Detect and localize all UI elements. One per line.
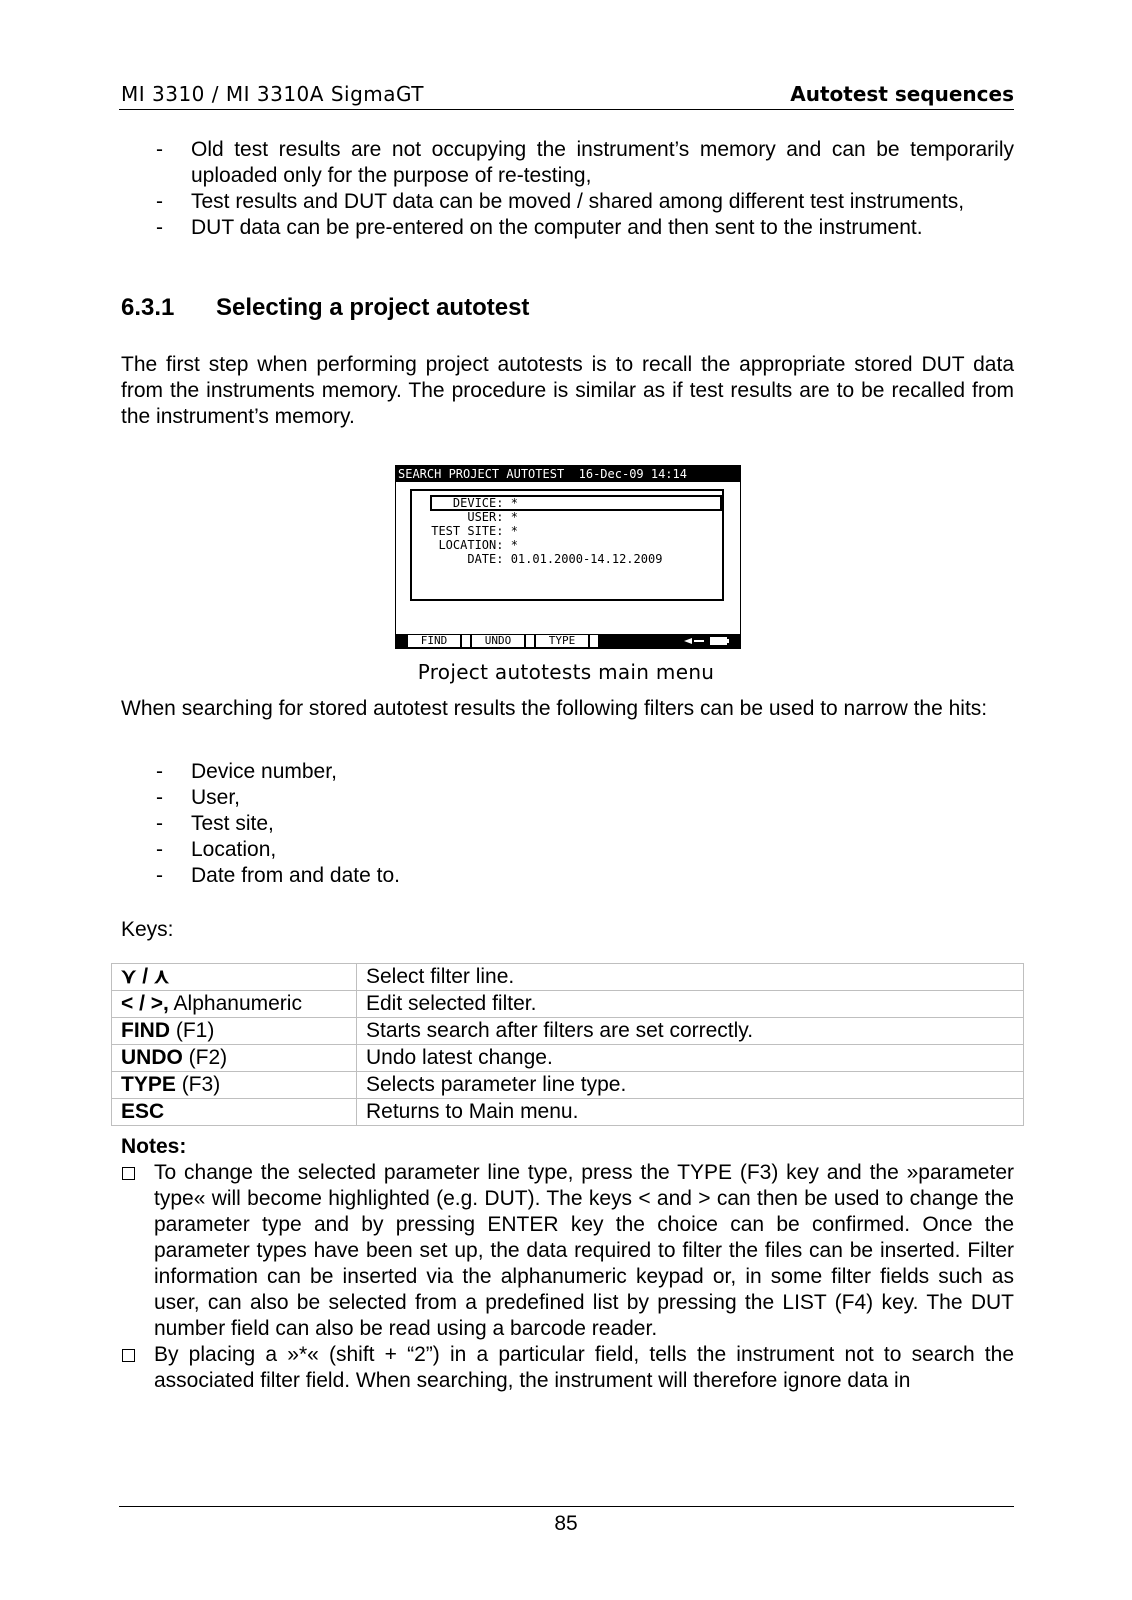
find-key: FIND <box>408 635 460 647</box>
table-row: FIND (F1) Starts search after filters are set correctly. <box>112 1018 1024 1045</box>
list-item: By placing a »*« (shift + “2”) in a particular field, tells the instrument not to search the associated filter field. When searching, the instrument will therefore ignore data in <box>121 1342 1014 1394</box>
type-key: TYPE <box>536 635 588 647</box>
list-item: - Device number, <box>156 760 337 783</box>
filter-date: DATE: 01.01.2000-14.12.2009 <box>424 552 663 566</box>
section-title: Selecting a project autotest <box>216 294 530 321</box>
filter-test-site: TEST SITE: * <box>424 524 518 538</box>
battery-icon <box>682 636 730 646</box>
list-item: - Test site, <box>156 812 274 835</box>
notes-list <box>121 1160 1014 1394</box>
keys-label: Keys: <box>121 918 174 941</box>
filter-location: LOCATION: * <box>424 538 518 552</box>
table-row: UNDO (F2) Undo latest change. <box>112 1045 1024 1072</box>
filters-list <box>121 759 400 889</box>
intro-paragraph: The first step when performing project autotests is to recall the appropriate stored DUT data from the instruments memory. The procedure is similar as if test results are to be recalled from the instrument’s memory. <box>121 353 1014 428</box>
header-chapter-title: Autotest sequences <box>790 82 1014 106</box>
table-row: ⋎ / ⋏ Select filter line. <box>112 964 1024 991</box>
table-row: ESC Returns to Main menu. <box>112 1099 1024 1126</box>
list-item: - Location, <box>156 838 277 861</box>
undo-key: UNDO <box>472 635 524 647</box>
footer-divider <box>119 1506 1014 1507</box>
filter-user: USER: * <box>424 510 518 524</box>
page-number: 85 <box>554 1512 578 1535</box>
checkbox-bullet-icon <box>122 1349 135 1362</box>
keys-table <box>111 963 1024 1126</box>
table-row: < / >, Alphanumeric Edit selected filter. <box>112 991 1024 1018</box>
screen-title-bar: SEARCH PROJECT AUTOTEST 16-Dec-09 14:14 <box>396 466 740 482</box>
header-divider <box>119 109 1014 110</box>
list-item: - User, <box>156 786 241 809</box>
notes-heading: Notes: <box>121 1135 187 1158</box>
checkbox-bullet-icon <box>122 1167 135 1180</box>
figure-caption: Project autotests main menu <box>417 660 715 684</box>
intro-list <box>121 137 1014 241</box>
table-row: TYPE (F3) Selects parameter line type. <box>112 1072 1024 1099</box>
instrument-screenshot <box>395 465 741 649</box>
header-doc-title: MI 3310 / MI 3310A SigmaGT <box>121 82 424 106</box>
section-number: 6.3.1 <box>121 294 175 321</box>
list-item: - DUT data can be pre-entered on the computer and then sent to the instrument. <box>156 216 923 239</box>
filters-paragraph: When searching for stored autotest results the following filters can be used to narrow the hits: <box>121 697 988 720</box>
filter-device: DEVICE: * <box>424 496 518 510</box>
list-item: - Old test results are not occupying the instrument’s memory and can be temporarily uploaded only for the purpose of re-testing, <box>156 138 1014 187</box>
screen-filter-panel <box>410 489 724 601</box>
list-item: - Test results and DUT data can be moved / shared among different test instruments, <box>156 190 965 213</box>
list-item: - Date from and date to. <box>156 864 400 887</box>
list-item: To change the selected parameter line type, press the TYPE (F3) key and the »parameter type« will become highlighted (e.g. DUT). The keys < and > can then be used to change the parameter type and by pressing ENTER key the choice can be confirmed. Once the parameter types have been set up, the data required to filter the files can be inserted. Filter information can be inserted via the alphanumeric keypad or, in some filter fields such as user, can also be selected from a predefined list by pressing the LIST (F4) key. The DUT number field can also be read using a barcode reader. <box>121 1160 1014 1342</box>
section-heading <box>121 294 529 322</box>
screen-function-bar <box>396 634 740 648</box>
